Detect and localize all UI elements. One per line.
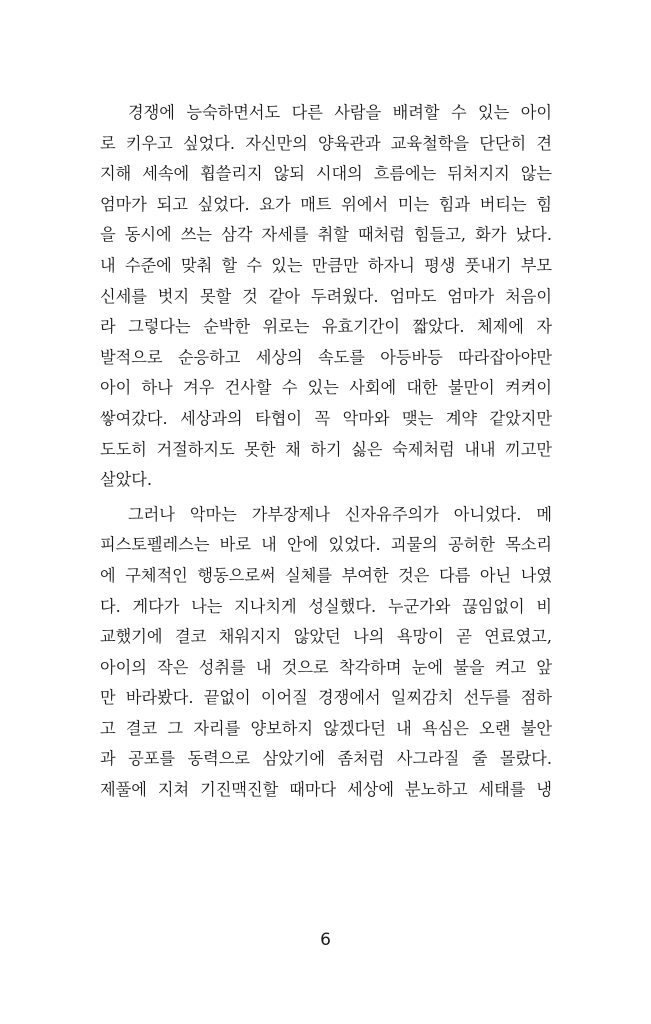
text-line: 만 바라봤다. 끝없이 이어질 경쟁에서 일찌감치 선두를 점하 xyxy=(100,688,552,708)
text-line: 다. 게다가 나는 지나치게 성실했다. 누군가와 끊임없이 비 xyxy=(100,596,552,616)
text-line: 에 구체적인 행동으로써 실체를 부여한 것은 다름 아닌 나였 xyxy=(100,565,552,585)
paragraph-1 xyxy=(100,98,552,496)
text-line: 그러나 악마는 가부장제나 신자유주의가 아니었다. 메 xyxy=(128,504,552,524)
text-line: 경쟁에 능숙하면서도 다른 사람을 배려할 수 있는 아이 xyxy=(128,103,552,122)
page-number: 6 xyxy=(320,930,331,950)
text-line: 라 그렇다는 순박한 위로는 유효기간이 짧았다. 체제에 자 xyxy=(100,317,552,337)
text-line: 고 결코 그 자리를 양보하지 않겠다던 내 욕심은 오랜 불안 xyxy=(100,718,552,738)
text-line: 도도히 거절하지도 못한 채 하기 싫은 숙제처럼 내내 끼고만 xyxy=(100,439,552,459)
text-line: 신세를 벗지 못할 것 같아 두려웠다. 엄마도 엄마가 처음이 xyxy=(100,286,552,306)
text-line: 피스토펠레스는 바로 내 안에 있었다. 괴물의 공허한 목소리 xyxy=(100,535,552,555)
body-text xyxy=(100,98,552,806)
text-line: 내 수준에 맞춰 할 수 있는 만큼만 하자니 평생 풋내기 부모 xyxy=(100,255,552,275)
text-line: 발적으로 순응하고 세상의 속도를 아등바등 따라잡아야만 xyxy=(100,347,552,367)
text-line: 아이의 작은 성취를 내 것으로 착각하며 눈에 불을 켜고 앞 xyxy=(100,657,552,677)
text-line: 로 키우고 싶었다. 자신만의 양육관과 교육철학을 단단히 견 xyxy=(100,133,552,153)
text-line: 엄마가 되고 싶었다. 요가 매트 위에서 미는 힘과 버티는 힘 xyxy=(100,194,552,214)
paragraph-2 xyxy=(100,500,552,806)
text-line: 을 동시에 쓰는 삼각 자세를 취할 때처럼 힘들고, 화가 났다. xyxy=(100,225,552,245)
text-line: 과 공포를 동력으로 삼았기에 좀처럼 사그라질 줄 몰랐다. xyxy=(100,749,552,769)
text-line: 지해 세속에 휩쓸리지 않되 시대의 흐름에는 뒤처지지 않는 xyxy=(100,164,552,184)
text-line: 살았다. xyxy=(100,470,153,490)
text-line: 제풀에 지쳐 기진맥진할 때마다 세상에 분노하고 세태를 냉 xyxy=(100,780,552,800)
text-line: 교했기에 결코 채워지지 않았던 나의 욕망이 곧 연료였고, xyxy=(100,627,552,647)
text-line: 아이 하나 겨우 건사할 수 있는 사회에 대한 불만이 켜켜이 xyxy=(100,378,552,398)
text-line: 쌓여갔다. 세상과의 타협이 꼭 악마와 맺는 계약 같았지만 xyxy=(100,408,552,428)
